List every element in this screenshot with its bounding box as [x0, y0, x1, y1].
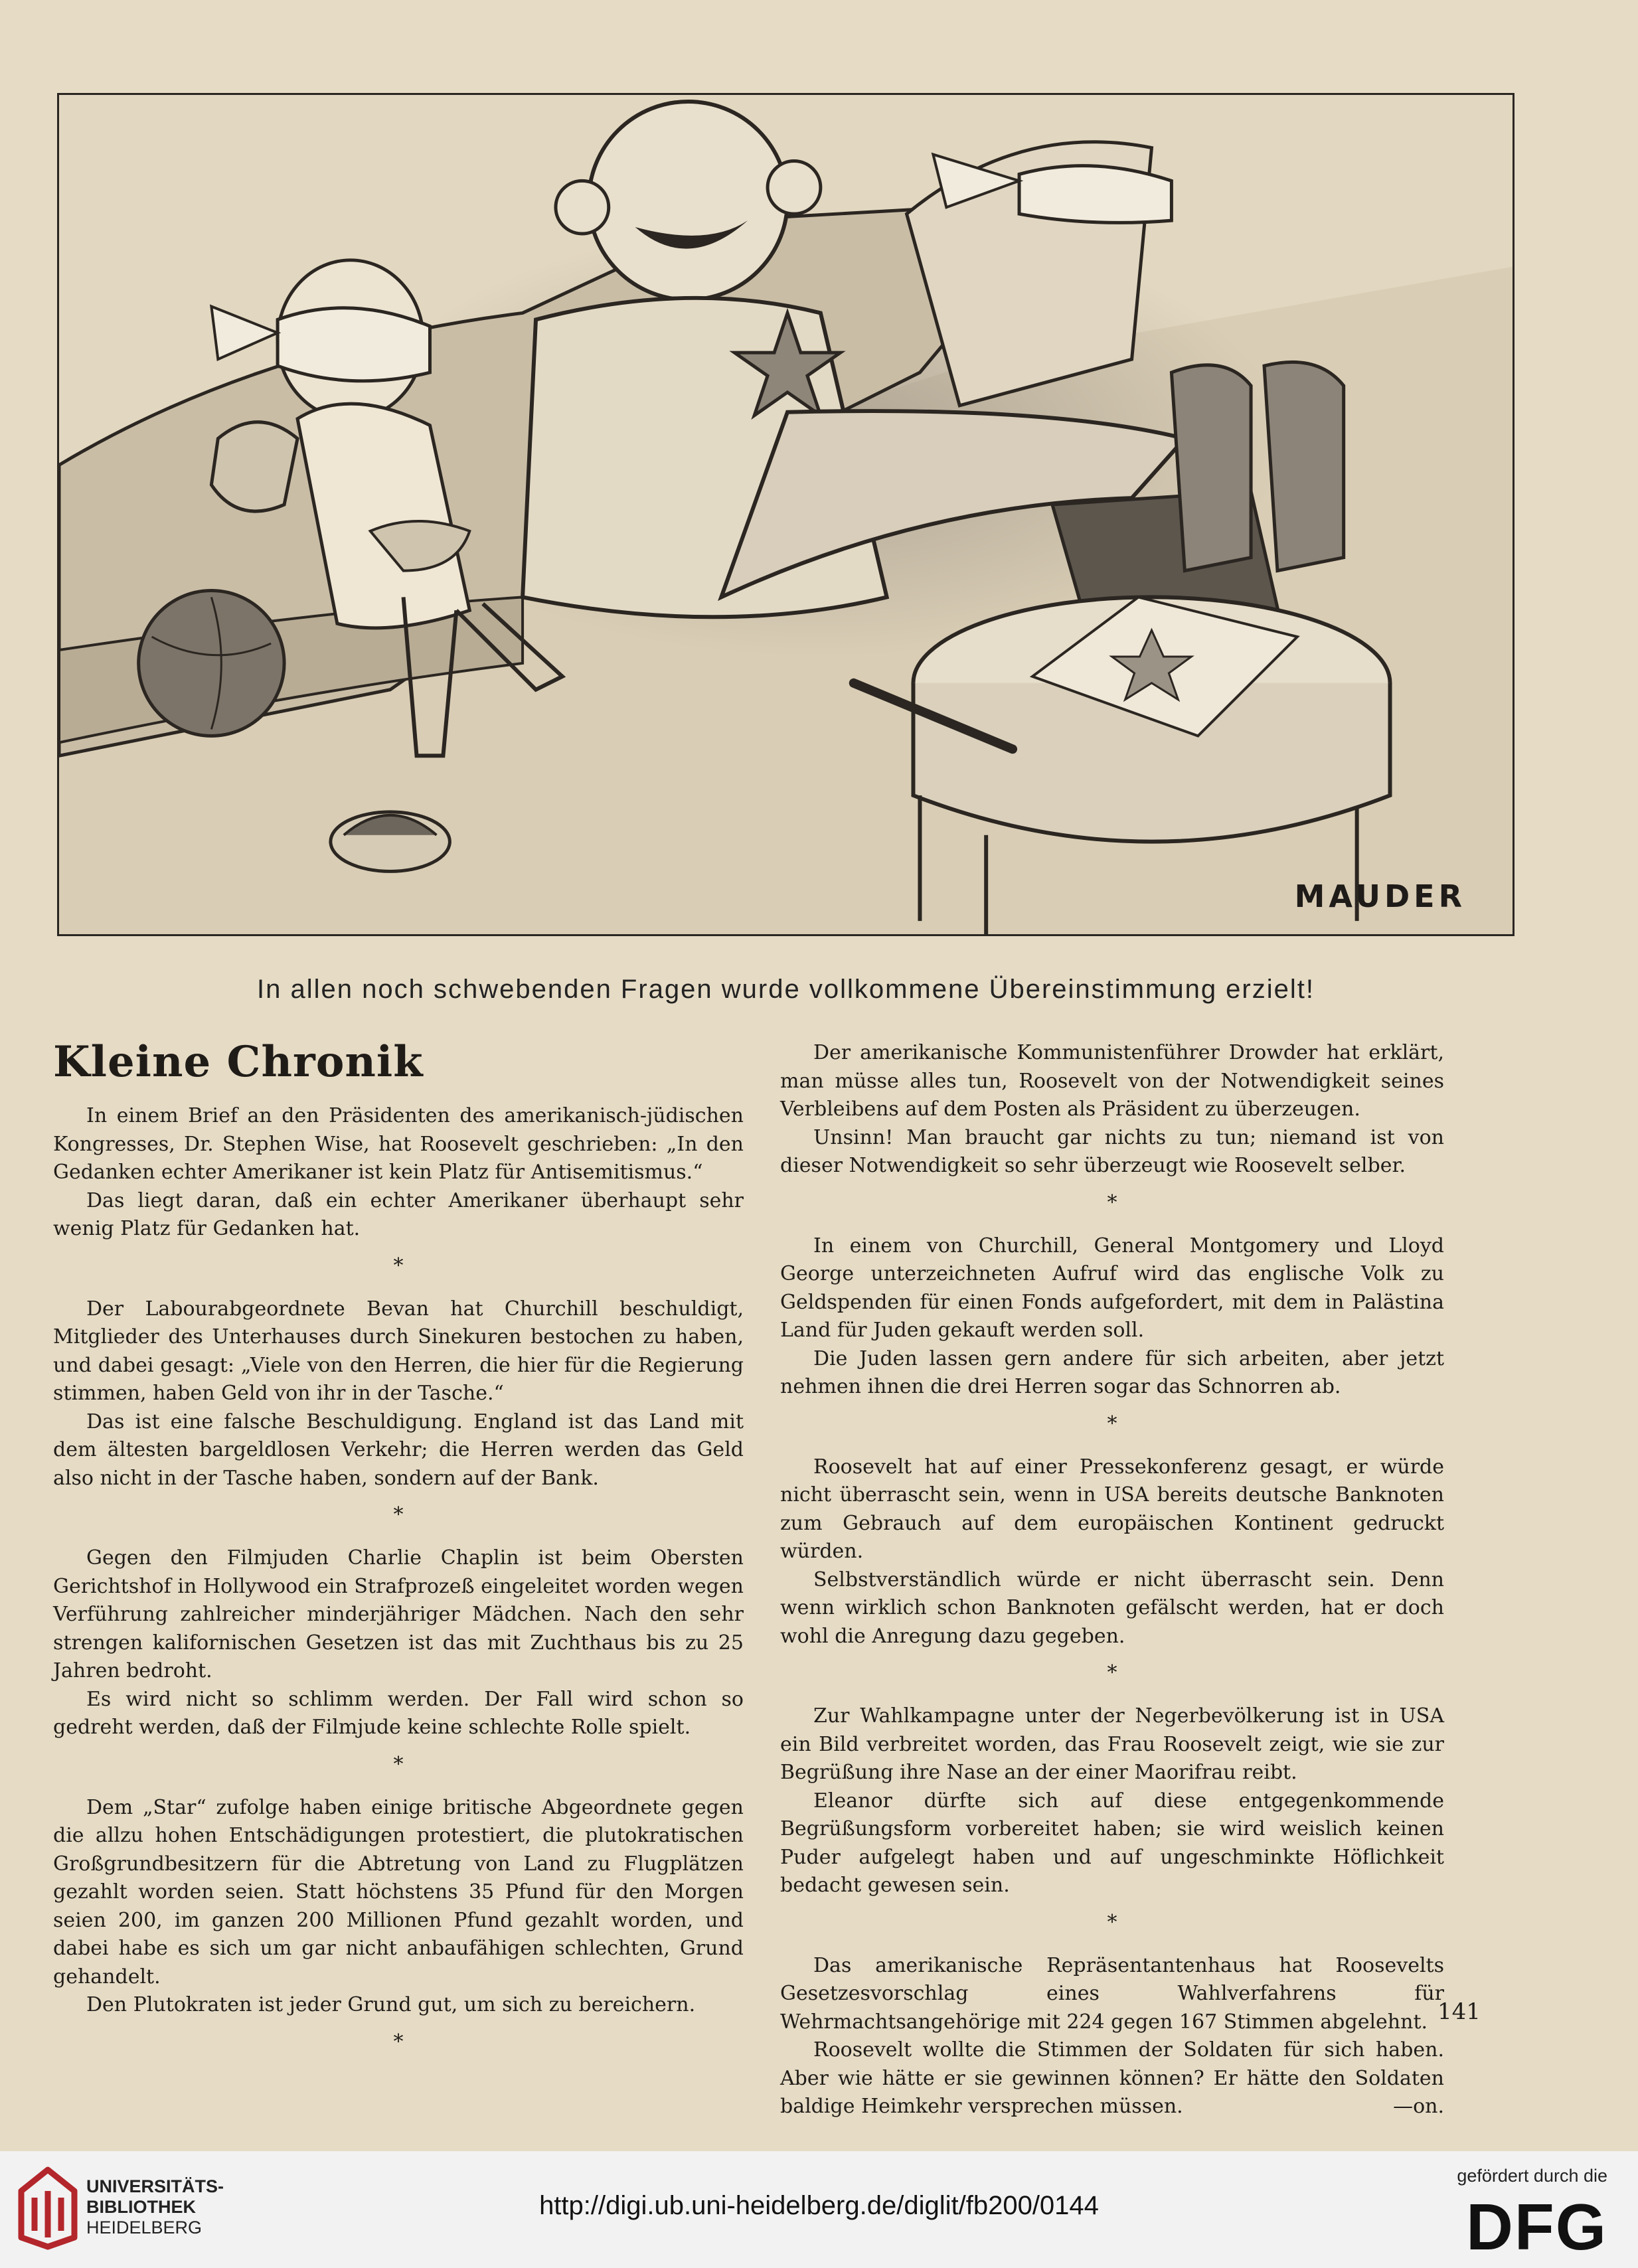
right-column: [780, 1039, 1444, 2121]
cartoon-drawing: [59, 95, 1513, 934]
separator-asterisk: *: [1107, 1190, 1117, 1214]
funded-by-label: gefördert durch die: [1457, 2166, 1607, 2186]
left-column: [53, 1036, 744, 2071]
paragraph: Unsinn! Man braucht gar nichts zu tun; niemand ist von dieser Notwendigkeit so sehr überzeugt wie Roosevelt selber.: [780, 1125, 1444, 1177]
paragraph: Das liegt daran, daß ein echter Amerikaner überhaupt sehr wenig Platz für Gedanken hat.: [53, 1188, 744, 1240]
separator-asterisk: *: [393, 2030, 404, 2054]
section-heading: Kleine Chronik: [53, 1037, 424, 1087]
artist-signature: MAUDER: [1294, 878, 1466, 914]
paragraph: [780, 2036, 1444, 2121]
page-number: 141: [1437, 1998, 1481, 2025]
separator-asterisk: *: [393, 1752, 404, 1776]
author-sign: —on.: [1393, 2095, 1444, 2118]
paragraph: Dem „Star“ zufolge haben einige britische Abgeordnete gegen die allzu hohen Entschädigungen protestiert, die plutokratischen Großgrundbesitzern für die Abtretung von Land zu Flugplätzen gezahlt worden seien. Statt höchstens 35 Pfund für den Morgen seien 200, im ganzen 200 Millionen Pfund gezahlt worden, und dabei habe es sich um gar nicht anbaufähigen schlechten, Grund gehandelt.: [53, 1795, 744, 1988]
paragraph: Der Labourabgeordnete Bevan hat Churchill beschuldigt, Mitglieder des Unterhauses durch Sinekuren bestochen zu haben, und dabei gesagt: „Viele von den Herren, die hier für die Regierung stimmen, haben Geld von ihr in der Tasche.“: [53, 1297, 744, 1405]
paragraph: Eleanor dürfte sich auf diese entgegenkommende Begrüßungsform vorbereitet haben; sie wird weislich keinen Puder aufgelegt haben und auf ungeschminkte Höflichkeit bedacht gewesen sein.: [780, 1789, 1444, 1897]
paragraph-text: Roosevelt wollte die Stimmen der Soldaten für sich haben. Aber wie hätte er sie gewinnen können? Er hätte den Soldaten baldige Heimkehr versprechen müssen.: [780, 2038, 1444, 2118]
separator-asterisk: *: [393, 1503, 404, 1526]
cartoon-caption: In allen noch schwebenden Fragen wurde vollkommene Übereinstimmung erzielt!: [257, 975, 1315, 1004]
separator-asterisk: *: [1107, 1661, 1117, 1684]
viewer-footer: [0, 2151, 1638, 2268]
library-name-line: BIBLIOTHEK: [86, 2197, 196, 2217]
paragraph: Das ist eine falsche Beschuldigung. England ist das Land mit dem ältesten bargeldlosen Verkehr; die Herren werden das Geld also nicht in der Tasche haben, sondern auf der Bank.: [53, 1410, 744, 1490]
paragraph: Es wird nicht so schlimm werden. Der Fall wird schon so gedreht werden, daß der Filmjude keine schlechte Rolle spielt.: [53, 1687, 744, 1739]
paragraph: Zur Wahlkampagne unter der Negerbevölkerung ist in USA ein Bild verbreitet worden, das Frau Roosevelt zeigt, wie sie zur Begrüßung ihre Nase an der einer Maorifrau reibt.: [780, 1704, 1444, 1784]
separator-asterisk: *: [393, 1254, 404, 1277]
paragraph: Gegen den Filmjuden Charlie Chaplin ist beim Obersten Gerichtshof in Hollywood ein Strafprozeß eingeleitet worden wegen Verführung zahlreicher minderjähriger Mädchen. Nach den sehr strengen kalifornischen Gesetzen ist das mit Zuchthaus bis zu 25 Jahren bedroht.: [53, 1546, 744, 1682]
separator-asterisk: *: [1107, 1412, 1117, 1435]
library-name-line: UNIVERSITÄTS-: [86, 2176, 224, 2196]
paragraph: Die Juden lassen gern andere für sich arbeiten, aber jetzt nehmen ihnen die drei Herren sogar das Schnorren ab.: [780, 1346, 1444, 1398]
paragraph: Den Plutokraten ist jeder Grund gut, um sich zu bereichern.: [86, 1993, 696, 2016]
library-name-line: HEIDELBERG: [86, 2218, 203, 2237]
separator-asterisk: *: [1107, 1910, 1117, 1934]
paragraph: In einem Brief an den Präsidenten des amerikanisch-jüdischen Kongresses, Dr. Stephen Wise, hat Roosevelt geschrieben: „In den Gedanken echter Amerikaner ist kein Platz für Antisemitismus.“: [53, 1104, 744, 1184]
paragraph: Roosevelt hat auf einer Pressekonferenz gesagt, er würde nicht überrascht sein, wenn in USA bereits deutsche Banknoten zum Gebrauch auf dem europäischen Kontinent gedruckt würden.: [780, 1455, 1444, 1563]
permalink-url[interactable]: http://digi.ub.uni-heidelberg.de/diglit/fb200/0144: [539, 2191, 1099, 2220]
paragraph: In einem von Churchill, General Montgomery und Lloyd George unterzeichneten Aufruf wird das englische Volk zu Geldspenden für einen Fonds aufgefordert, mit dem in Palästina Land für Juden gekauft werden soll.: [780, 1234, 1444, 1342]
paragraph: Das amerikanische Repräsentantenhaus hat Roosevelts Gesetzesvorschlag eines Wahlverfahrens für Wehrmachtsangehörige mit 224 gegen 167 Stimmen abgelehnt.: [780, 1953, 1444, 2034]
cartoon-illustration: [57, 93, 1515, 936]
dfg-logo[interactable]: DFG: [1466, 2190, 1607, 2263]
paragraph: Selbstverständlich würde er nicht überrascht sein. Denn wenn wirklich schon Banknoten gefälscht werden, hat er doch wohl die Anregung dazu gegeben.: [780, 1568, 1444, 1648]
paragraph: Der amerikanische Kommunistenführer Drowder hat erklärt, man müsse alles tun, Roosevelt von der Notwendigkeit seines Verbleibens auf dem Posten als Präsident zu überzeugen.: [780, 1041, 1444, 1121]
